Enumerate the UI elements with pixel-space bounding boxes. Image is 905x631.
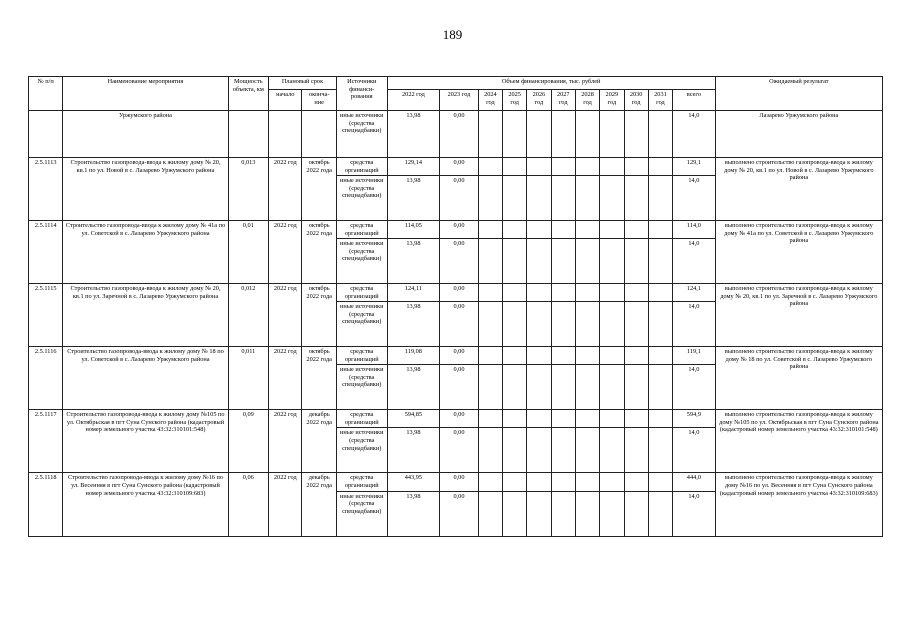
cell-2027 (551, 221, 575, 239)
cell-2031 (648, 347, 672, 365)
cell-2025 (503, 302, 527, 347)
cell-result: выполнено строительство газопровода-ввода к жилому дому №16 по ул. Весенняя в пгт Суна Сунского района (кадастровый номер земельного участка 43:32:310109:683) (715, 473, 882, 536)
col-header-year: 2026 год (527, 90, 551, 111)
cell-total: 114,0 (673, 221, 716, 239)
cell-capacity: 0,06 (228, 473, 269, 536)
cell-2028 (575, 284, 599, 302)
cell-2029 (600, 158, 624, 176)
cell-2024 (478, 347, 502, 365)
cell-2027 (551, 284, 575, 302)
cell-2022: 13,98 (387, 365, 440, 410)
cell-end: октябрь 2022 года (302, 284, 336, 347)
cell-2029 (600, 284, 624, 302)
cell-source: иные источники (средства спецнадбавки) (336, 239, 387, 284)
cell-name: Строительство газопровода-ввода к жилому дому № 20, кв.1 по ул. Новой в с. Лазарево Уржумского района (63, 158, 228, 221)
cell-2030 (624, 347, 648, 365)
cell-2027 (551, 473, 575, 491)
cell-2025 (503, 491, 527, 536)
cell-2022: 13,98 (387, 239, 440, 284)
cell-num: 2.5.1114 (29, 221, 63, 284)
cell-num: 2.5.1115 (29, 284, 63, 347)
cell-source: средства организаций (336, 410, 387, 428)
cell-2028 (575, 239, 599, 284)
cell-2030 (624, 410, 648, 428)
cell-result: выполнено строительство газопровода-ввода к жилому дому № 41а по ул. Советской в с. Лазарево Уржумского района (715, 221, 882, 284)
cell-total: 119,1 (673, 347, 716, 365)
table-row (29, 410, 883, 428)
cell-capacity: 0,013 (228, 158, 269, 221)
cell-2024 (478, 158, 502, 176)
cell-num: 2.5.1113 (29, 158, 63, 221)
cell-2026 (527, 428, 551, 473)
cell-total: 14,0 (673, 491, 716, 536)
cell-2025 (503, 284, 527, 302)
cell-2026 (527, 473, 551, 491)
cell-source: средства организаций (336, 347, 387, 365)
cell-2024 (478, 176, 502, 221)
cell-2031 (648, 221, 672, 239)
cell-2030 (624, 111, 648, 158)
page-number: 189 (442, 27, 463, 42)
cell-2025 (503, 428, 527, 473)
cell-num (29, 111, 63, 158)
cell-2024 (478, 410, 502, 428)
cell-2030 (624, 221, 648, 239)
cell-capacity: 0,01 (228, 221, 269, 284)
cell-result: выполнено строительство газопровода-ввода к жилому дому № 20, кв.1 по ул. Заречной в с. Лазарево Уржумского района (715, 284, 882, 347)
cell-2029 (600, 491, 624, 536)
cell-start: 2022 год (269, 410, 302, 473)
cell-name: Строительство газопровода-ввода к жилому дому № 20, кв.1 по ул. Заречной в с. Лазарево Уржумского района (63, 284, 228, 347)
col-header-year: 2022 год (387, 90, 440, 111)
cell-name: Строительство газопровода-ввода к жилому дому № 18 по ул. Советской в с. Лазарево Уржумского района (63, 347, 228, 410)
cell-2022: 594,85 (387, 410, 440, 428)
cell-capacity: 0,09 (228, 410, 269, 473)
col-header-year: 2025 год (503, 90, 527, 111)
cell-result: выполнено строительство газопровода-ввода к жилому дому №105 по ул. Октябрьская в пгт Суна Сунского района (кадастровый номер земельного участка 43:32:310101:548) (715, 410, 882, 473)
cell-2027 (551, 410, 575, 428)
cell-2022: 13,98 (387, 111, 440, 158)
cell-name: Строительство газопровода-ввода к жилому дому №105 по ул. Октябрьская в пгт Суна Сунского района (кадастровый номер земельного участка 43:32:310101:548) (63, 410, 228, 473)
cell-2031 (648, 410, 672, 428)
cell-source: средства организаций (336, 473, 387, 491)
cell-end: октябрь 2022 года (302, 221, 336, 284)
cell-result: Лазарево Уржумского района (715, 111, 882, 158)
cell-2028 (575, 111, 599, 158)
cell-total: 594,9 (673, 410, 716, 428)
cell-2029 (600, 347, 624, 365)
col-header-sources: Источники финанси-рования (336, 77, 387, 111)
cell-2023: 0,00 (440, 239, 478, 284)
cell-2026 (527, 284, 551, 302)
cell-2031 (648, 302, 672, 347)
cell-2024 (478, 284, 502, 302)
cell-2031 (648, 428, 672, 473)
col-header-start: начало (269, 90, 302, 111)
cell-2023: 0,00 (440, 491, 478, 536)
cell-2028 (575, 428, 599, 473)
cell-end: декабрь 2022 года (302, 410, 336, 473)
cell-2030 (624, 365, 648, 410)
cell-2027 (551, 302, 575, 347)
cell-start: 2022 год (269, 284, 302, 347)
cell-start: 2022 год (269, 158, 302, 221)
cell-total: 129,1 (673, 158, 716, 176)
cell-2030 (624, 239, 648, 284)
cell-2031 (648, 365, 672, 410)
col-header-end: оконча-ние (302, 90, 336, 111)
cell-result: выполнено строительство газопровода-ввода к жилому дому № 20, кв.1 по ул. Новой в с. Лазарево Уржумского района (715, 158, 882, 221)
cell-2026 (527, 176, 551, 221)
cell-total: 14,0 (673, 302, 716, 347)
col-header-year: 2031 год (648, 90, 672, 111)
col-header-num: № п/п (29, 77, 63, 111)
cell-2022: 13,98 (387, 302, 440, 347)
cell-2024 (478, 221, 502, 239)
cell-start: 2022 год (269, 473, 302, 536)
cell-source: средства организаций (336, 158, 387, 176)
cell-2029 (600, 302, 624, 347)
col-header-year: 2024 год (478, 90, 502, 111)
cell-total: 14,0 (673, 176, 716, 221)
cell-2028 (575, 473, 599, 491)
cell-name: Строительство газопровода-ввода к жилому дому № 41а по ул. Советской в с. Лазарево Уржумского района (63, 221, 228, 284)
col-header-result: Ожидаемый результат (715, 77, 882, 111)
cell-2029 (600, 365, 624, 410)
cell-end: октябрь 2022 года (302, 158, 336, 221)
cell-2025 (503, 365, 527, 410)
cell-2022: 13,98 (387, 491, 440, 536)
cell-2026 (527, 221, 551, 239)
cell-source: иные источники (средства спецнадбавки) (336, 111, 387, 158)
cell-2023: 0,00 (440, 365, 478, 410)
table-row (29, 284, 883, 302)
cell-2029 (600, 473, 624, 491)
cell-2023: 0,00 (440, 428, 478, 473)
cell-2030 (624, 302, 648, 347)
col-header-year: 2030 год (624, 90, 648, 111)
cell-2027 (551, 239, 575, 284)
cell-2027 (551, 111, 575, 158)
cell-total: 124,1 (673, 284, 716, 302)
col-header-capacity: Мощность объекта, км (228, 77, 269, 111)
col-header-funding: Объем финансирования, тыс. рублей (387, 77, 715, 90)
cell-2028 (575, 302, 599, 347)
cell-2030 (624, 473, 648, 491)
cell-num: 2.5.1118 (29, 473, 63, 536)
cell-2028 (575, 221, 599, 239)
cell-2030 (624, 284, 648, 302)
cell-2025 (503, 176, 527, 221)
cell-2024 (478, 428, 502, 473)
table-row (29, 221, 883, 239)
cell-2025 (503, 221, 527, 239)
cell-2023: 0,00 (440, 473, 478, 491)
cell-2026 (527, 158, 551, 176)
cell-source: иные источники (средства спецнадбавки) (336, 176, 387, 221)
cell-2028 (575, 347, 599, 365)
cell-end (302, 111, 336, 158)
cell-source: иные источники (средства спецнадбавки) (336, 365, 387, 410)
cell-2024 (478, 302, 502, 347)
cell-2022: 114,05 (387, 221, 440, 239)
cell-2023: 0,00 (440, 176, 478, 221)
cell-2030 (624, 491, 648, 536)
cell-2028 (575, 176, 599, 221)
cell-2022: 129,14 (387, 158, 440, 176)
cell-2028 (575, 410, 599, 428)
cell-2022: 13,98 (387, 428, 440, 473)
funding-table (28, 76, 883, 537)
cell-name: Строительство газопровода-ввода к жилому дому №16 по ул. Весенняя в пгт Суна Сунского района (кадастровый номер земельного участка 43:32:310109:683) (63, 473, 228, 536)
cell-2025 (503, 239, 527, 284)
cell-2025 (503, 347, 527, 365)
cell-capacity: 0,012 (228, 284, 269, 347)
col-header-year: 2027 год (551, 90, 575, 111)
col-header-name: Наименование мероприятия (63, 77, 228, 111)
cell-2031 (648, 491, 672, 536)
cell-2023: 0,00 (440, 158, 478, 176)
cell-total: 14,0 (673, 365, 716, 410)
cell-2024 (478, 491, 502, 536)
cell-2023: 0,00 (440, 221, 478, 239)
cell-2027 (551, 428, 575, 473)
cell-2028 (575, 158, 599, 176)
cell-2031 (648, 239, 672, 284)
cell-result: выполнено строительство газопровода-ввода к жилому дому № 18 по ул. Советской в с. Лазарево Уржумского района (715, 347, 882, 410)
table-row (29, 158, 883, 176)
cell-2029 (600, 111, 624, 158)
cell-2023: 0,00 (440, 347, 478, 365)
cell-source: иные источники (средства спецнадбавки) (336, 302, 387, 347)
cell-2028 (575, 365, 599, 410)
cell-total: 14,0 (673, 111, 716, 158)
cell-2023: 0,00 (440, 410, 478, 428)
cell-2022: 13,98 (387, 176, 440, 221)
cell-2030 (624, 176, 648, 221)
cell-2028 (575, 491, 599, 536)
cell-2031 (648, 158, 672, 176)
cell-2025 (503, 410, 527, 428)
cell-source: иные источники (средства спецнадбавки) (336, 491, 387, 536)
cell-2027 (551, 491, 575, 536)
cell-capacity: 0,011 (228, 347, 269, 410)
cell-capacity (228, 111, 269, 158)
cell-2027 (551, 365, 575, 410)
cell-end: декабрь 2022 года (302, 473, 336, 536)
cell-2026 (527, 347, 551, 365)
col-header-term: Плановый срок (269, 77, 337, 90)
table-row (29, 473, 883, 491)
cell-2023: 0,00 (440, 111, 478, 158)
cell-2024 (478, 473, 502, 491)
cell-2029 (600, 410, 624, 428)
cell-source: средства организаций (336, 284, 387, 302)
cell-2022: 119,08 (387, 347, 440, 365)
col-header-total: всего (673, 90, 716, 111)
cell-2027 (551, 347, 575, 365)
cell-2025 (503, 111, 527, 158)
cell-2031 (648, 111, 672, 158)
cell-2025 (503, 473, 527, 491)
cell-2026 (527, 111, 551, 158)
cell-2031 (648, 284, 672, 302)
cell-2030 (624, 428, 648, 473)
cell-2026 (527, 302, 551, 347)
cell-2026 (527, 365, 551, 410)
cell-total: 14,0 (673, 428, 716, 473)
cell-2025 (503, 158, 527, 176)
cell-2024 (478, 239, 502, 284)
cell-num: 2.5.1116 (29, 347, 63, 410)
cell-num: 2.5.1117 (29, 410, 63, 473)
cell-source: средства организаций (336, 221, 387, 239)
cell-source: иные источники (средства спецнадбавки) (336, 428, 387, 473)
cell-2029 (600, 239, 624, 284)
cell-2029 (600, 428, 624, 473)
col-header-year: 2029 год (600, 90, 624, 111)
cell-start (269, 111, 302, 158)
table-row (29, 347, 883, 365)
cell-total: 444,0 (673, 473, 716, 491)
cell-2031 (648, 473, 672, 491)
cell-2026 (527, 410, 551, 428)
cell-name: Уржумского района (63, 111, 228, 158)
cell-2023: 0,00 (440, 284, 478, 302)
cell-total: 14,0 (673, 239, 716, 284)
cell-2029 (600, 221, 624, 239)
cell-2026 (527, 239, 551, 284)
cell-end: октябрь 2022 года (302, 347, 336, 410)
continuation-row (29, 111, 883, 158)
cell-2022: 443,95 (387, 473, 440, 491)
cell-2027 (551, 158, 575, 176)
cell-2030 (624, 158, 648, 176)
cell-2029 (600, 176, 624, 221)
cell-2031 (648, 176, 672, 221)
cell-2024 (478, 111, 502, 158)
cell-2022: 124,11 (387, 284, 440, 302)
cell-2027 (551, 176, 575, 221)
col-header-year: 2023 год (440, 90, 478, 111)
cell-2023: 0,00 (440, 302, 478, 347)
cell-2024 (478, 365, 502, 410)
cell-start: 2022 год (269, 221, 302, 284)
cell-start: 2022 год (269, 347, 302, 410)
col-header-year: 2028 год (575, 90, 599, 111)
cell-2026 (527, 491, 551, 536)
